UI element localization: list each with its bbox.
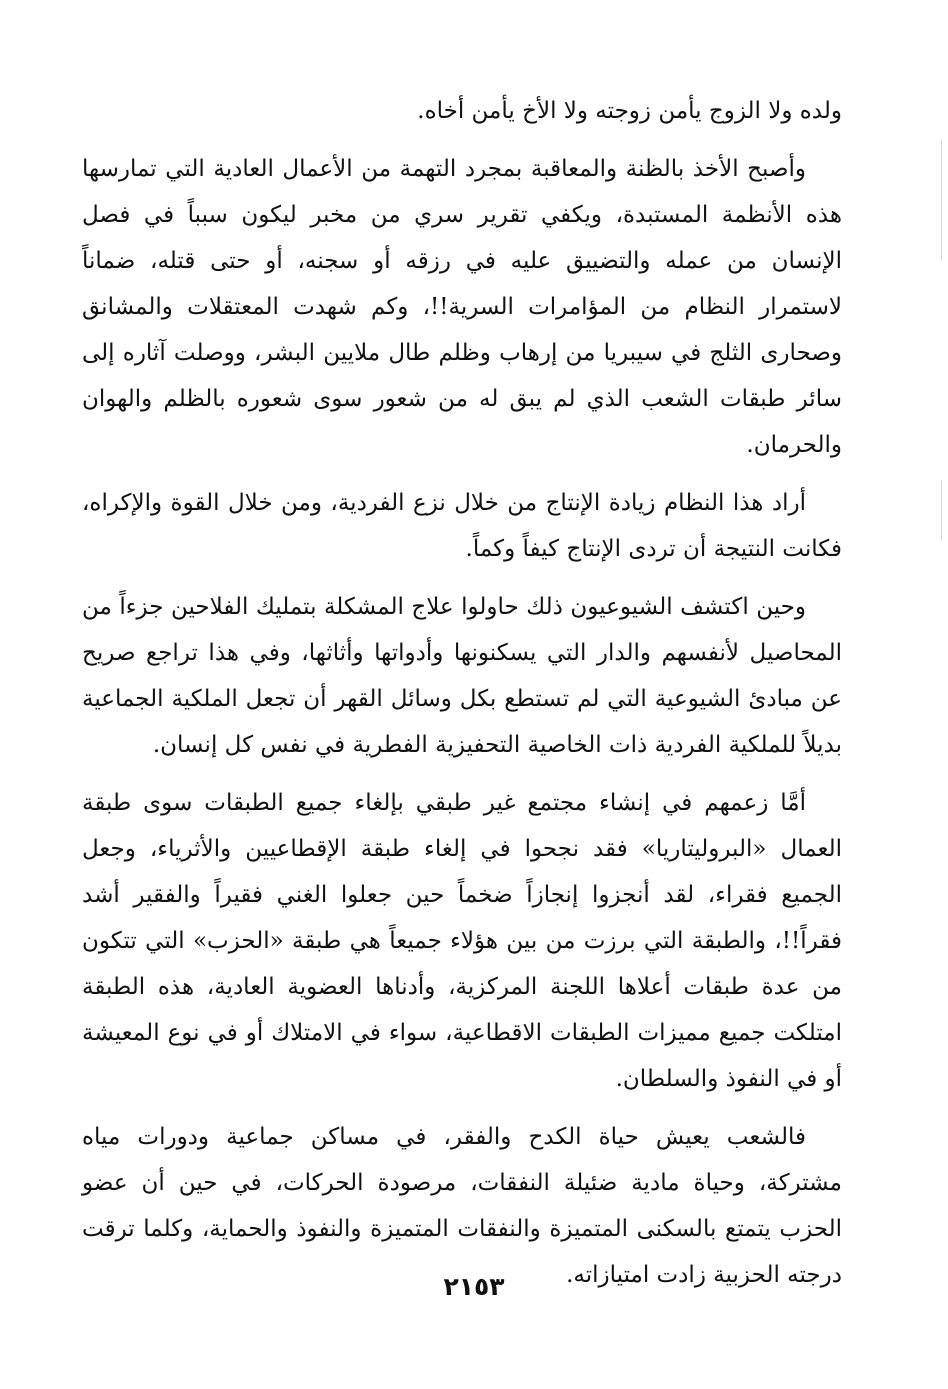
page-edge-mark <box>941 480 942 540</box>
paragraph-6: فالشعب يعيش حياة الكدح والفقر، في مساكن جماعية ودورات مياه مشتركة، وحياة مادية ضئيلة النفقات، مرصودة الحركات، في حين أن عضو الحزب يتمتع بالسكنى المتميزة والنفقات المتميزة والنفوذ والحماية، وكلما ترقت درجته الحزبية زادت امتيازاته. <box>82 1124 842 1288</box>
paragraph-2: وأصبح الأخذ بالظنة والمعاقبة بمجرد التهمة من الأعمال العادية التي تمارسها هذه الأنظمة المستبدة، ويكفي تقرير سري من مخبر ليكون سبباً في فصل الإنسان من عمله والتضييق عليه في رزقه أو سجنه، أو حتى قتله، ضماناً لاستمرار النظام من المؤامرات السرية!!، وكم شهدت المعتقلات والمشانق وصحارى الثلج في سيبريا من إرهاب وظلم طال ملايين البشر، ووصلت آثاره إلى سائر طبقات الشعب الذي لم يبق له من شعور سوى شعوره بالظلم والهوان والحرمان. <box>82 156 842 458</box>
paragraph-1: ولده ولا الزوج يأمن زوجته ولا الأخ يأمن أخاه. <box>417 98 842 124</box>
paragraph-3: أراد هذا النظام زيادة الإنتاج من خلال نزع الفردية، ومن خلال القوة والإكراه، فكانت النتيجة أن تردى الإنتاج كيفاً وكماً. <box>82 490 842 562</box>
page-body <box>82 88 842 1310</box>
paragraph-5: أمَّا زعمهم في إنشاء مجتمع غير طبقي بإلغاء جميع الطبقات سوى طبقة العمال «البروليتاريا» فقد نجحوا في إلغاء طبقة الإقطاعيين والأثرياء، وجعل الجميع فقراء، لقد أنجزوا إنجازاً ضخماً حين جعلوا الغني فقيراً والفقير أشد فقراً!!، والطبقة التي برزت من بين هؤلاء جميعاً هي طبقة «الحزب» التي تتكون من عدة طبقات أعلاها اللجنة المركزية، وأدناها العضوية العادية، هذه الطبقة امتلكت جميع مميزات الطبقات الاقطاعية، سواء في الامتلاك أو في نوع المعيشة أو في النفوذ والسلطان. <box>82 790 842 1092</box>
paragraph-4: وحين اكتشف الشيوعيون ذلك حاولوا علاج المشكلة بتمليك الفلاحين جزءاً من المحاصيل لأنفسهم والدار التي يسكنونها وأدواتها وأثاثها، وفي هذا تراجع صريح عن مبادئ الشيوعية التي لم تستطع بكل وسائل القهر أن تجعل الملكية الجماعية بديلاً للملكية الفردية ذات الخاصية التحفيزية الفطرية في نفس كل إنسان. <box>82 594 842 758</box>
page-number: ٢١٥٣ <box>443 1272 505 1301</box>
page-edge-mark <box>941 140 942 260</box>
